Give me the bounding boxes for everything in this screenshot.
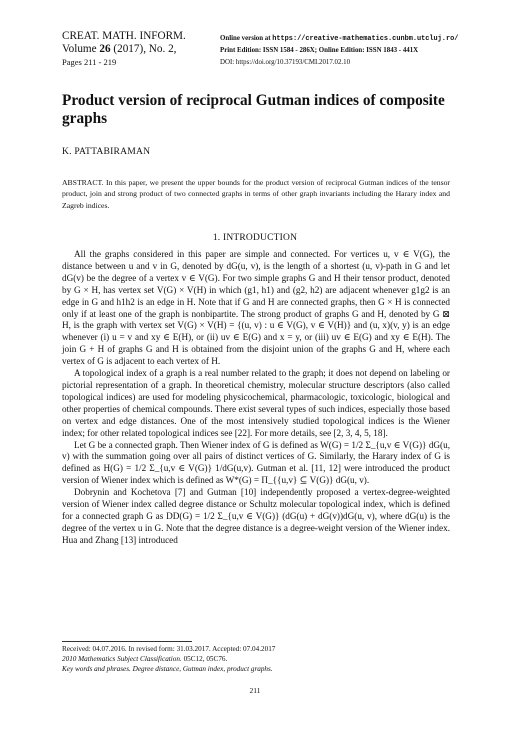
paragraph: Dobrynin and Kochetova [7] and Gutman [10] independently proposed a vertex-degree-weighted version of Wiener index called degree distance or Schultz molecular topological index, which is defined for a connected graph G as DD(G) = 1/2 Σ_{u,v ∈ V(G)} (dG(u) + dG(v))dG(u, v), where dG(u) is the degree of the vertex u in G. Note that the degree distance is a degree-weight version of the Wiener index. Hua and Zhang [13] introduced — [62, 487, 450, 545]
author-name: K. PATTABIRAMAN — [62, 146, 151, 157]
received-dates: Received: 04.07.2016. In revised form: 31.03.2017. Accepted: 07.04.2017 — [62, 645, 276, 653]
body-text — [62, 249, 450, 547]
paper-title: Product version of reciprocal Gutman indices of composite graphs — [62, 92, 445, 127]
section-heading: 1. INTRODUCTION — [212, 233, 298, 243]
doi-link[interactable]: DOI: https://doi.org/10.37193/CMI.2017.02.10 — [220, 58, 351, 66]
abstract — [62, 177, 450, 211]
issn-line: Print Edition: ISSN 1584 - 286X; Online Edition: ISSN 1843 - 441X — [220, 47, 419, 55]
footnote-rule — [62, 641, 192, 642]
publication-info — [220, 33, 502, 68]
abstract-label: ABSTRACT. — [62, 178, 104, 187]
paragraph: Let G be a connected graph. Then Wiener index of G is defined as W(G) = 1/2 Σ_{u,v ∈ V(G)} dG(u, v) with the summation going over all pairs of distinct vertices of G. Similarly, the Harary index of G is defined as H(G) = 1/2 Σ_{u,v ∈ V(G)} 1/dG(u,v). Gutman et al. [11, 12] were introduced the product version of Wiener index which is defined as W*(G) = Π_{{u,v} ⊆ V(G)} dG(u, v). — [62, 439, 450, 486]
online-version: Online version at https://creative-mathematics.cunbm.utcluj.ro/ — [220, 35, 459, 43]
abstract-text: In this paper, we present the upper bounds for the product version of reciprocal Gutman indices of the tensor product, join and strong product of two connected graphs in terms of other graph invariants including the Harary index and Zagreb indices. — [62, 178, 450, 210]
paragraph: All the graphs considered in this paper are simple and connected. For vertices u, v ∈ V(G), the distance between u and v in G, denoted by dG(u, v), is the length of a shortest (u, v)-path in G and let dG(v) be the degree of a vertex v ∈ V(G). For two simple graphs G and H their tensor product, denoted by G × H, has vertex set V(G) × V(H) in which (g1, h1) and (g2, h2) are adjacent whenever g1g2 is an edge in G and h1h2 is an edge in H. Note that if G and H are connected graphs, then G × H is connected only if at least one of the graph is nonbipartite. The strong product of graphs G and H, denoted by G ⊠ H, is the graph with vertex set V(G) × V(H) = {(u, v) : u ∈ V(G), v ∈ V(H)} and (u, x)(v, y) is an edge whenever (i) u = v and xy ∈ E(H), or (ii) uv ∈ E(G) and x = y, or (iii) uv ∈ E(G) and xy ∈ E(H). The join G + H of graphs G and H is obtained from the disjoint union of the graphs G and H, where each vertex of G is adjacent to each vertex of H. — [62, 249, 450, 367]
msc-classification: 2010 Mathematics Subject Classification. 05C12, 05C76. — [62, 655, 228, 664]
journal-volume: Volume 26 (2017), No. 2, — [62, 43, 177, 55]
online-url-link[interactable]: https://creative-mathematics.cunbm.utcluj.ro/ — [272, 35, 459, 43]
journal-header — [62, 30, 222, 69]
footnote — [62, 644, 450, 675]
journal-name: CREAT. MATH. INFORM. — [62, 30, 186, 42]
paragraph: A topological index of a graph is a real number related to the graph; it does not depend on labeling or pictorial representation of a graph. In theoretical chemistry, molecular structure descriptors (also called topological indices) are used for modeling physicochemical, pharmacologic, toxicologic, biological and other properties of chemical compounds. There exist several types of such indices, especially those based on vertex and edge distances. One of the most intensively studied topological indices is the Wiener index; for other related topological indices see [22]. For more details, see [2, 3, 4, 5, 18]. — [62, 368, 450, 438]
keywords: Key words and phrases. Degree distance, Gutman index, product graphs. — [62, 665, 273, 674]
page-number: 211 — [249, 686, 261, 695]
journal-pages: Pages 211 - 219 — [62, 57, 117, 67]
